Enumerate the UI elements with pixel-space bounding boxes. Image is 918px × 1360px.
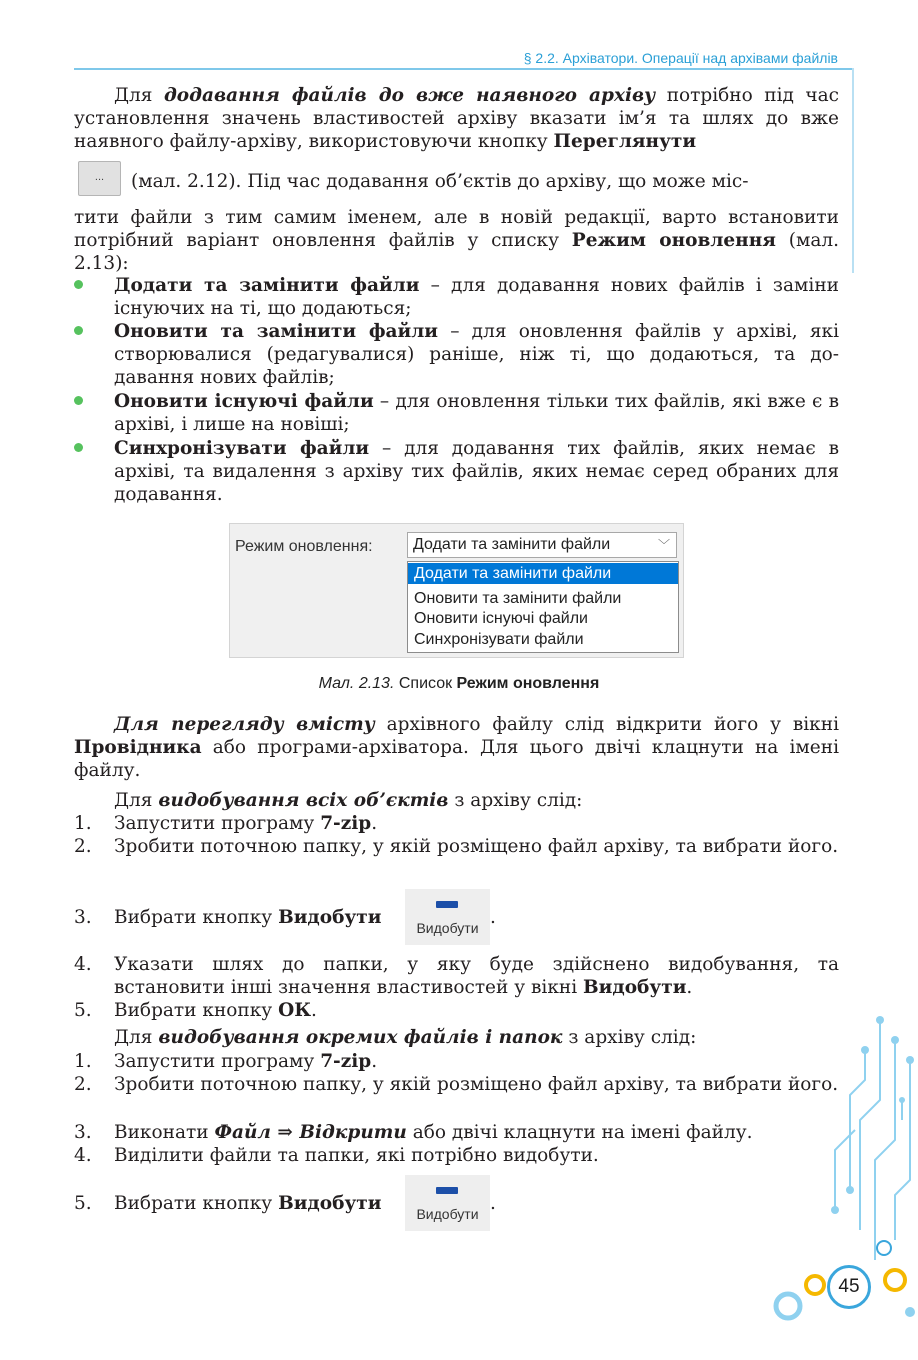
list-item: Указати шлях до папки, у яку буде здійснено видобування, та встановити інші значення властивостей у вікні Видобути. [114, 954, 839, 998]
page-number: 45 [827, 1265, 871, 1309]
step-number: 3. [74, 907, 92, 928]
extract-button[interactable] [405, 1175, 490, 1231]
step-number: 4. [74, 1145, 92, 1166]
extract-selected-intro: Для видобування окремих файлів і папок з архіву слід: [114, 1027, 697, 1048]
bullet-icon [74, 326, 83, 335]
figure-caption: Мал. 2.13. Список Режим оновлення [318, 675, 600, 692]
intro-paragraph: Для додавання файлів до вже наявного архіву потрібно під час установлення значень властивостей архіву вказати ім’я та шлях до вже наявного файлу-архіву, використовуючи кнопку Переглянути [74, 85, 839, 152]
chevron-down-icon[interactable]: ﹀ [657, 538, 670, 552]
bullet-icon [74, 396, 83, 405]
step-number: 1. [74, 813, 92, 834]
update-mode-label: Режим оновлення: [235, 538, 373, 555]
side-rule [852, 68, 854, 273]
step-number: 2. [74, 1074, 92, 1095]
list-item: Вибрати кнопку Видобути [114, 907, 382, 928]
step-number: 5. [74, 1193, 92, 1214]
bullet-icon [74, 443, 83, 452]
update-mode-figure [229, 523, 684, 658]
intro-line-after-button: (мал. 2.12). Під час додавання об’єктів до архіву, що може міс- [131, 171, 749, 192]
list-item: Додати та замінити файли – для додавання нових файлів і заміни існуючих на ті, що додаються; [114, 275, 840, 319]
view-paragraph: Для перегляду вмісту архівного файлу слід відкрити його у вікні Провідника або програми-архіватора. Для цього двічі клацнути на імені файлу. [74, 714, 839, 781]
update-mode-select[interactable] [407, 532, 677, 558]
step-number: 1. [74, 1051, 92, 1072]
step-number: 3. [74, 1122, 92, 1143]
extract-button[interactable] [405, 889, 490, 945]
update-mode-dropdown-list [407, 561, 679, 653]
update-mode-value: Додати та замінити файли [413, 536, 611, 553]
extract-button-label: Видобути [416, 920, 479, 936]
step-number: 2. [74, 836, 92, 857]
list-item: Оновити існуючі файли – для оновлення тільки тих файлів, які вже є в архіві, і лише на новіші; [114, 391, 840, 435]
dropdown-option[interactable]: Оновити та замінити файли [414, 590, 622, 607]
dropdown-option[interactable]: Додати та замінити файли [408, 563, 678, 584]
step-number: 4. [74, 954, 92, 975]
step-terminator: . [490, 1193, 496, 1214]
list-item: Запустити програму 7-zip. [114, 1051, 378, 1072]
bullet-icon [74, 280, 83, 289]
extract-icon [436, 901, 458, 908]
list-item: Запустити програму 7-zip. [114, 813, 378, 834]
list-item: Оновити та замінити файли – для оновлення файлів у архіві, які створювалися (редагувалися) раніше, ніж ті, що додаються, та додавання нових файлів; [114, 321, 839, 388]
step-terminator: . [490, 907, 496, 928]
extract-all-intro: Для видобування всіх об’єктів з архіву слід: [114, 790, 583, 811]
dropdown-option[interactable]: Оновити існуючі файли [414, 610, 588, 627]
step-number: 5. [74, 1000, 92, 1021]
extract-icon [436, 1187, 458, 1194]
extract-button-label: Видобути [416, 1206, 479, 1222]
list-item: Вибрати кнопку Видобути [114, 1193, 382, 1214]
list-item: Вибрати кнопку ОК. [114, 1000, 317, 1021]
list-item: Виділити файли та папки, які потрібно видобути. [114, 1145, 599, 1166]
dropdown-option[interactable]: Синхронізувати файли [414, 631, 584, 648]
list-item: Синхронізувати файли – для додавання тих файлів, яких немає в архіві, та видалення з архіву тих файлів, яких немає серед обраних для додавання. [114, 438, 839, 505]
list-item: Зробити поточною папку, у якій розміщено файл архіву, та вибрати його. [114, 836, 839, 857]
browse-button[interactable]: ... [78, 161, 121, 196]
running-header: § 2.2. Архіватори. Операції над архівами файлів [523, 50, 838, 66]
intro-paragraph-2: тити файли з тим самим іменем, але в новій редакції, варто встановити потрібний варіант оновлення файлів у списку Режим оновлення (мал. 2.13): [74, 207, 839, 274]
list-item: Зробити поточною папку, у якій розміщено файл архіву, та вибрати його. [114, 1074, 839, 1095]
list-item: Виконати Файл ⇒ Відкрити або двічі клацнути на імені файлу. [114, 1122, 753, 1143]
